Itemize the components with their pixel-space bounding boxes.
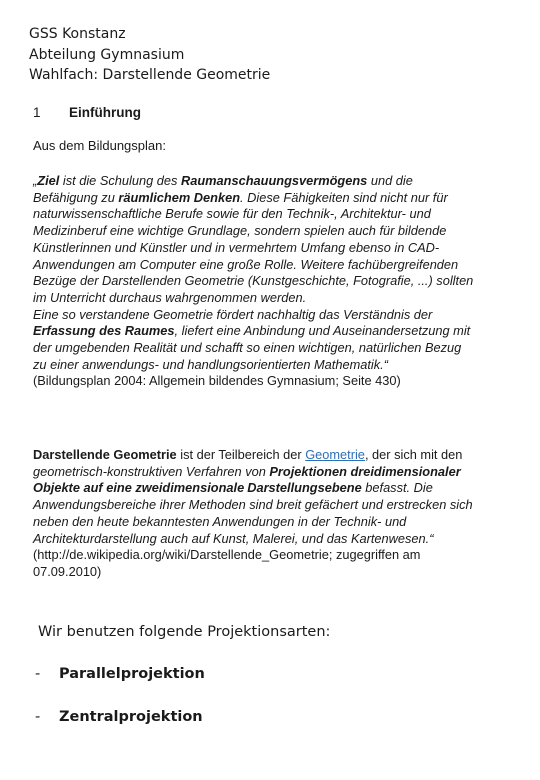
quote-line: der umgebenden Realität und schafft so einen wichtigen, natürlichen Bezug xyxy=(33,340,462,356)
quote-line: Künstlerinnen und Künstler und in vermehrtem Umfang ebenso in CAD- xyxy=(33,239,440,255)
geometrie-link[interactable]: Geometrie xyxy=(305,447,365,462)
quote-citation-date: 07.09.2010) xyxy=(33,563,102,579)
projections-heading: Wir benutzen folgende Projektionsarten: xyxy=(38,624,331,640)
section-title: Einführung xyxy=(69,105,141,120)
subject-name: Wahlfach: Darstellende Geometrie xyxy=(29,67,271,83)
curriculum-quote xyxy=(33,173,473,390)
quote-line: Darstellende Geometrie ist der Teilbereich der Geometrie, der sich mit den xyxy=(33,447,463,462)
quote-line: Eine so verstandene Geometrie fördert nachhaltig das Verständnis der xyxy=(33,306,433,322)
list-dash: - xyxy=(35,666,41,682)
quote-line: geometrisch-konstruktiven Verfahren von Projektionen dreidimensionaler xyxy=(33,463,461,479)
quote-line: zu einer anwendungs- und handlungsorientierten Mathematik.“ xyxy=(33,356,388,372)
intro-text: Aus dem Bildungsplan: xyxy=(33,138,166,153)
section-heading xyxy=(33,105,141,120)
quote-line: naturwissenschaftliche Berufe sowie für den Technik-, Architektur- und xyxy=(33,206,431,222)
section-number: 1 xyxy=(33,105,41,120)
quote-line: Befähigung zu räumlichem Denken. Diese Fähigkeiten sind nicht nur für xyxy=(33,189,448,205)
projection-label: Parallelprojektion xyxy=(59,666,205,682)
list-dash: - xyxy=(35,709,41,725)
quote-line: Objekte auf eine zweidimensionale Darstellungsebene befasst. Die xyxy=(33,480,433,496)
projection-item-parallel xyxy=(35,666,205,682)
quote-line: Erfassung des Raumes, liefert eine Anbindung und Auseinandersetzung mit xyxy=(33,323,471,339)
quote-citation: (Bildungsplan 2004: Allgemein bildendes Gymnasium; Seite 430) xyxy=(33,373,401,389)
quote-line: neben den heute bekanntesten Anwendungen in der Technik- und xyxy=(33,513,407,529)
projection-label: Zentralprojektion xyxy=(59,709,203,725)
quote-citation: (http://de.wikipedia.org/wiki/Darstellende_Geometrie; zugegriffen am xyxy=(33,547,421,563)
quote-line: Architekturdarstellung auch auf Kunst, Malerei, und das Kartenwesen.“ xyxy=(33,530,434,546)
quote-line: Anwendungen am Computer eine große Rolle. Weitere fachübergreifenden xyxy=(33,256,459,272)
quote-line: Anwendungsbereiche ihrer Methoden sind breit gefächert und erstrecken sich xyxy=(33,497,473,513)
projection-item-central xyxy=(35,709,203,725)
wikipedia-quote xyxy=(33,447,473,581)
quote-line: Bezüge der Darstellenden Geometrie (Kunstgeschichte, Fotografie, ...) sollten xyxy=(33,273,474,289)
quote-line: „Ziel ist die Schulung des Raumanschauungsvermögens und die xyxy=(33,173,413,188)
quote-line: im Unterricht durchaus wahrgenommen werden. xyxy=(33,289,307,305)
school-name: GSS Konstanz xyxy=(29,26,126,42)
quote-line: Medizinberuf eine wichtige Grundlage, sondern spielen auch für bildende xyxy=(33,223,447,239)
document-header xyxy=(29,24,270,86)
department-name: Abteilung Gymnasium xyxy=(29,46,185,63)
